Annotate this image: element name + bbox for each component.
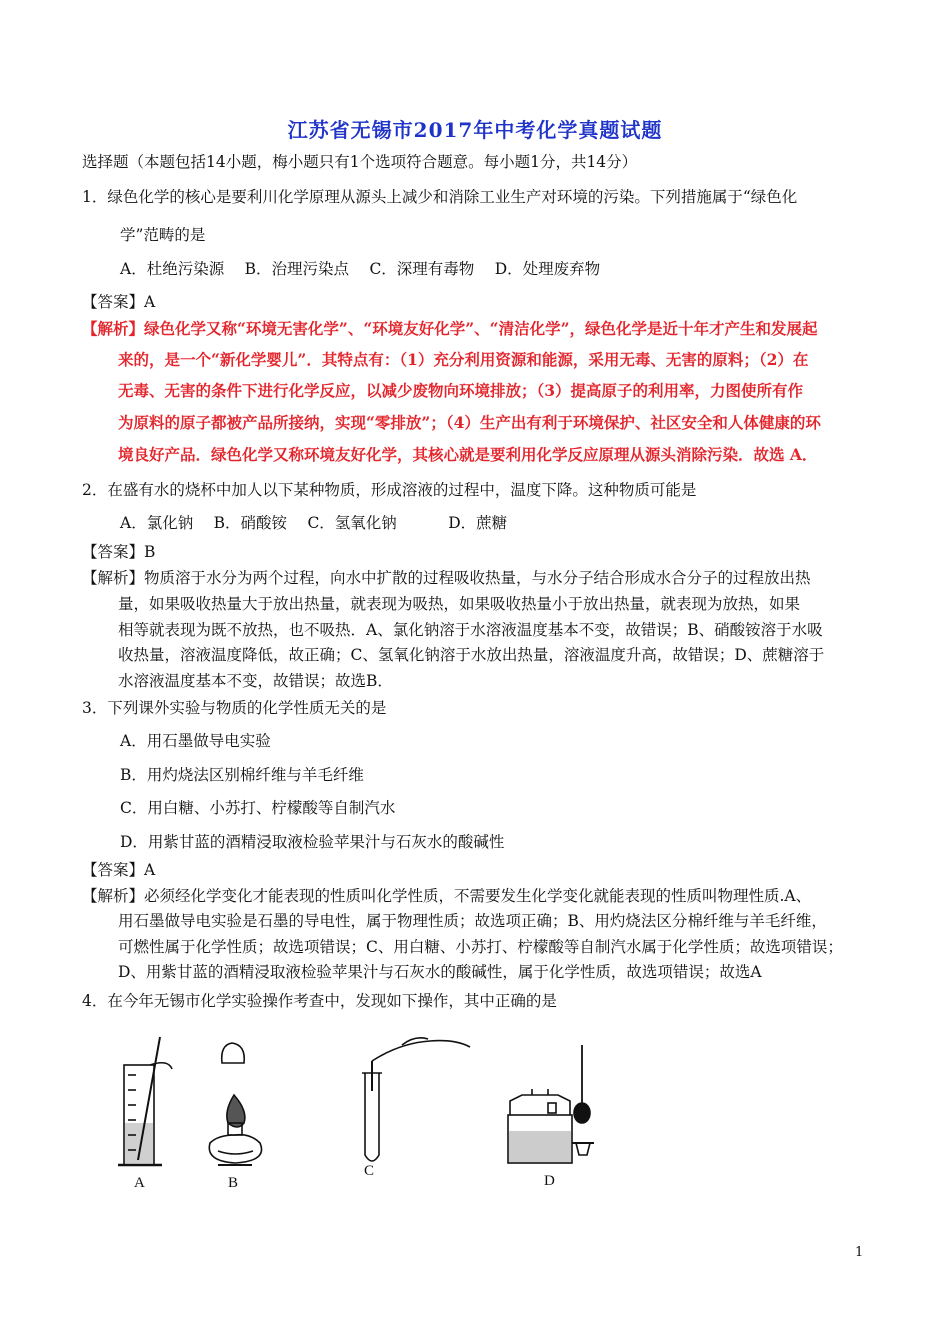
figure-label-b: B	[228, 1175, 239, 1191]
question-2-analysis-line: 水溶液温度基本不变，故错误；故选B．	[118, 672, 393, 690]
question-1-answer: 【答案】A	[82, 293, 156, 311]
question-3-analysis-line: D、用紫甘蓝的酒精浸取液检验苹果汁与石灰水的酸碱性，属于化学性质，故选项错误；故选A	[118, 963, 762, 981]
figure-label-c: C	[364, 1163, 375, 1179]
question-1-analysis-line: 来的，是一个“新化学婴儿”．其特点有：（1）充分利用资源和能源，采用无毒、无害的原料；（2）在	[118, 350, 809, 369]
question-2-analysis-line: 量，如果吸收热量大于放出热量，就表现为吸热，如果吸收热量小于放出热量，就表现为放热，如果	[118, 595, 801, 613]
question-3-option: A．用石墨做导电实验	[120, 732, 271, 750]
question-1-line-2: 学”范畴的是	[120, 226, 206, 244]
question-3-option: C．用白糖、小苏打、柠檬酸等自制汽水	[120, 799, 396, 817]
question-1-analysis-line: 【解析】绿色化学又称“环境无害化学”、“环境友好化学”、“清洁化学”，绿色化学是近十年才产生和发展起	[82, 319, 818, 338]
question-2-analysis-line: 相等就表现为既不放热，也不吸热．A、氯化钠溶于水溶液温度基本不变，故错误；B、硝酸铵溶于水吸	[118, 621, 823, 639]
page-title: 江苏省无锡市2017年中考化学真题试题	[287, 118, 663, 142]
lab-operations-figure	[110, 1035, 630, 1195]
alcohol-lamp-drawing	[209, 1043, 261, 1165]
figure-label-a: A	[134, 1175, 145, 1191]
question-3-line-1: 3．下列课外实验与物质的化学性质无关的是	[82, 699, 387, 717]
question-1-options: A．杜绝污染源 B．治理污染点 C．深理有毒物 D．处理废弃物	[120, 260, 601, 278]
question-4-line-1: 4．在今年无锡市化学实验操作考查中，发现如下操作，其中正确的是	[82, 992, 557, 1010]
question-2-options: A．氯化钠 B．硝酸铵 C．氢氧化钠 D．蔗糖	[120, 514, 508, 532]
question-2-analysis-line: 【解析】物质溶于水分为两个过程，向水中扩散的过程吸收热量，与水分子结合形成水合分子的过程放出热	[82, 569, 811, 587]
question-3-answer: 【答案】A	[82, 861, 156, 879]
question-1-line-1: 1．绿色化学的核心是要利川化学原理从源头上减少和消除工业生产对环境的污染。下列措施属于“绿色化	[82, 188, 798, 206]
test-tube-dropper-drawing	[362, 1038, 470, 1161]
question-1-analysis-line: 无毒、无害的条件下进行化学反应，以减少废物向环境排放；（3）提高原子的利用率，力图使所有作	[118, 381, 804, 400]
page-number: 1	[855, 1245, 864, 1260]
question-2-analysis-line: 收热量，溶液温度降低，故正确；C、氢氧化钠溶于水放出热量，溶液温度升高，故错误；D、蔗糖溶于	[118, 646, 825, 664]
question-3-analysis-line: 【解析】必须经化学变化才能表现的性质叫化学性质，不需要发生化学变化就能表现的性质叫物理性质.A、	[82, 887, 812, 905]
question-3-analysis-line: 用石墨做导电实验是石墨的导电性，属于物理性质；故选项正确；B、用灼烧法区分棉纤维与羊毛纤维，	[118, 912, 827, 930]
reagent-bottle-drawing	[508, 1045, 594, 1163]
question-2-line-1: 2．在盛有水的烧杯中加人以下某种物质，形成溶液的过程中，温度下降。这种物质可能是	[82, 481, 697, 499]
question-3-analysis-line: 可燃性属于化学性质；故选项错误；C、用白糖、小苏打、柠檬酸等自制汽水属于化学性质；故选项错误；	[118, 938, 843, 956]
question-1-analysis-line: 为原料的原子都被产品所接纳，实现“零排放”；（4）生产出有利于环境保护、社区安全和人体健康的环	[118, 413, 821, 432]
question-1-analysis-line: 境良好产品．绿色化学又称环境友好化学，其核心就是要利用化学反应原理从源头消除污染．故选 A．	[118, 445, 818, 464]
question-3-option: B．用灼烧法区别棉纤维与羊毛纤维	[120, 766, 364, 784]
question-2-answer: 【答案】B	[82, 543, 156, 561]
graduated-cylinder-drawing	[118, 1037, 172, 1165]
question-3-option: D．用紫甘蓝的酒精浸取液检验苹果汁与石灰水的酸碱性	[120, 833, 505, 851]
figure-label-d: D	[544, 1173, 555, 1189]
section-intro: 选择题（本题包括14小题，梅小题只有1个选项符合题意。每小题1分，共14分）	[82, 153, 638, 171]
